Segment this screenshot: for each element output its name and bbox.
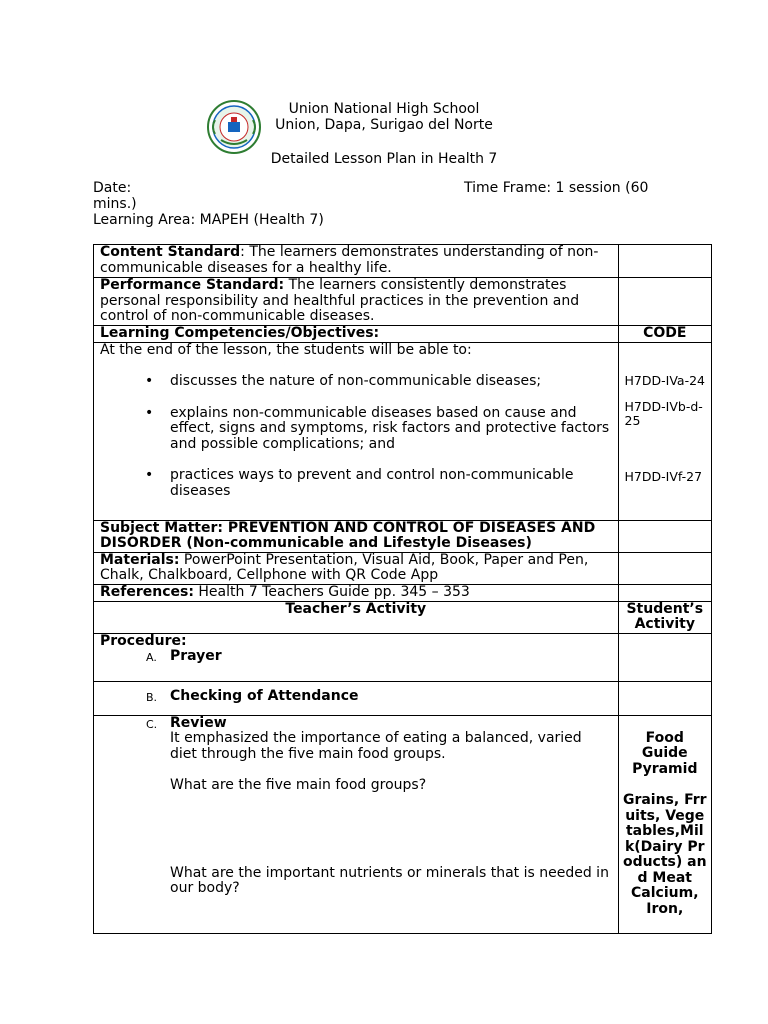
procedure-label: Procedure: xyxy=(100,632,187,649)
procedure-step-attendance xyxy=(100,689,612,705)
content-standard-row xyxy=(94,245,712,278)
content-standard-text: : The learners demonstrates understanding of non-communicable diseases for a healthy life. xyxy=(100,244,599,276)
attendance-row xyxy=(94,681,712,715)
time-frame-cont: mins.) xyxy=(93,196,137,212)
review-row xyxy=(94,715,712,933)
review-question: What are the five main food groups? xyxy=(170,777,427,793)
objectives-intro: At the end of the lesson, the students will be able to: xyxy=(100,341,472,358)
procedure-step-review xyxy=(100,716,612,732)
plan-title-text: Detailed Lesson Plan in Health 7 xyxy=(270,151,498,167)
step-letter: B. xyxy=(146,690,158,704)
competency-code: H7DD-IVb-d-25 xyxy=(624,398,703,428)
activity-header-row xyxy=(94,601,712,633)
student-answer: Grains, Frruits, Vegetables,Milk(Dairy Products) and Meat xyxy=(622,792,707,886)
step-letter: A. xyxy=(146,651,157,664)
competencies-label: Learning Competencies/Objectives: xyxy=(100,324,380,341)
student-answer: Calcium, Iron, xyxy=(631,885,699,917)
competency-code: H7DD-IVf-27 xyxy=(624,468,703,484)
learning-area: Learning Area: MAPEH (Health 7) xyxy=(93,212,324,228)
references-text: Health 7 Teachers Guide pp. 345 – 353 xyxy=(193,583,470,600)
performance-standard-row xyxy=(94,278,712,326)
objective-item: • explains non-communicable diseases based on cause and effect, signs and symptoms, risk factors and protective factors and possible complications; and xyxy=(170,406,612,453)
student-answer: Food Guide Pyramid xyxy=(632,729,698,777)
content-standard-label: Content Standard xyxy=(100,244,241,260)
references-row xyxy=(94,584,712,601)
code-header: CODE xyxy=(643,324,687,341)
competency-code: H7DD-IVa-24 xyxy=(624,372,705,388)
procedure-row xyxy=(94,633,712,681)
lesson-meta xyxy=(93,181,673,229)
performance-standard-label: Performance Standard: xyxy=(100,277,285,293)
materials-text: PowerPoint Presentation, Visual Aid, Book, Paper and Pen, Chalk, Chalkboard, Cellphone with QR Code App xyxy=(100,551,589,583)
date-label: Date: xyxy=(93,180,132,196)
performance-standard-text: The learners consistently demonstrates personal responsibility and healthful practices in the prevention and control of non-communicable diseases. xyxy=(100,277,580,324)
procedure-step-prayer xyxy=(100,649,612,665)
materials-row xyxy=(94,552,712,584)
materials-label: Materials: xyxy=(100,551,180,568)
student-activity-header: Student’s Activity xyxy=(626,600,704,632)
step-title: Review xyxy=(170,714,227,731)
objectives-list xyxy=(100,374,612,499)
time-frame: Time Frame: 1 session (60 xyxy=(464,180,649,196)
school-name: Union National High School xyxy=(288,101,480,117)
school-address: Union, Dapa, Surigao del Norte xyxy=(275,117,493,133)
step-letter: C. xyxy=(146,717,158,731)
plan-title xyxy=(0,152,768,168)
references-label: References: xyxy=(100,583,194,600)
objective-item: • discusses the nature of non-communicable diseases; xyxy=(170,374,612,390)
step-title: Checking of Attendance xyxy=(170,687,359,704)
review-question: What are the important nutrients or minerals that is needed in our body? xyxy=(170,864,609,896)
review-text: It emphasized the importance of eating a balanced, varied diet through the five main food groups. xyxy=(170,730,582,762)
school-seal-logo xyxy=(207,100,261,154)
competencies-header-row xyxy=(94,325,712,342)
lesson-plan-table xyxy=(93,244,712,934)
objectives-row xyxy=(94,342,712,520)
subject-matter: Subject Matter: PREVENTION AND CONTROL OF DISEASES AND DISORDER (Non-communicable and Lifestyle Diseases) xyxy=(100,519,596,551)
objective-item: • practices ways to prevent and control non-communicable diseases xyxy=(170,468,612,499)
teacher-activity-header: Teacher’s Activity xyxy=(285,600,427,617)
step-title: Prayer xyxy=(170,648,222,664)
subject-matter-row xyxy=(94,520,712,552)
school-info xyxy=(274,102,494,134)
